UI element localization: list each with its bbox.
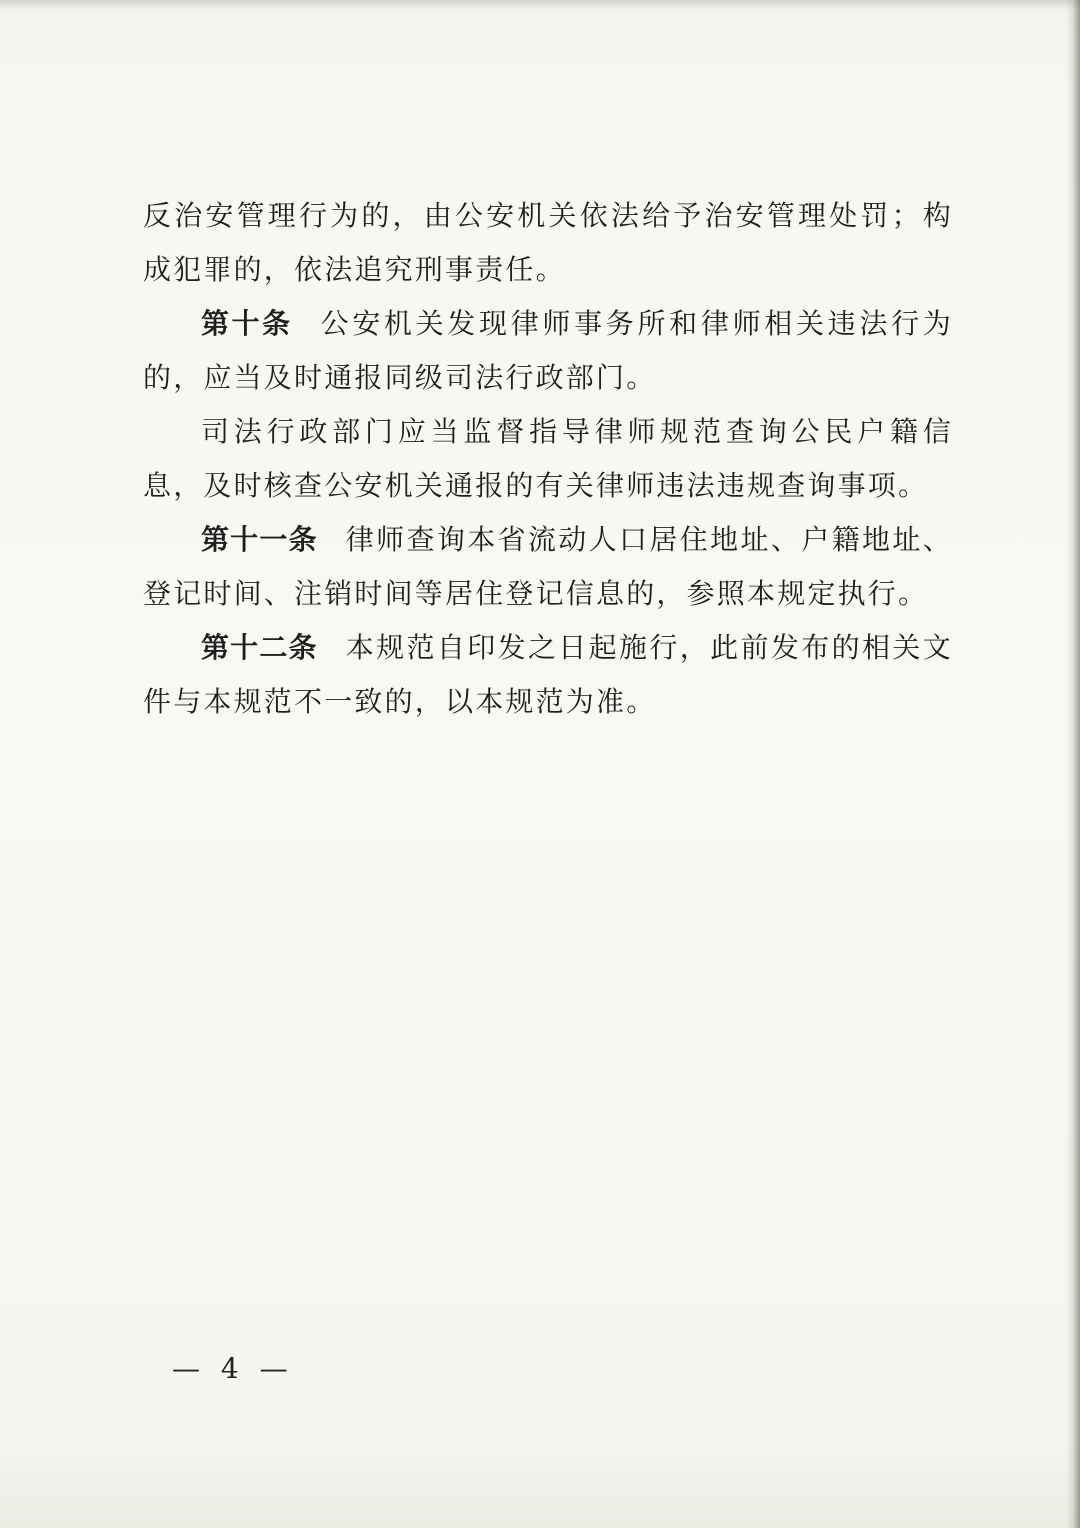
paragraph-text: 本规范自印发之日起施行，此前发布的相关文件与本规范不一致的，以本规范为准。 <box>143 631 953 718</box>
paragraph-text: 司法行政部门应当监督指导律师规范查询公民户籍信息，及时核查公安机关通报的有关律师违法违规查询事项。 <box>143 415 953 502</box>
paragraph-text: 律师查询本省流动人口居住地址、户籍地址、登记时间、注销时间等居住登记信息的，参照本规定执行。 <box>143 523 953 610</box>
article-label: 第十一条 <box>201 523 318 556</box>
article-11 <box>143 513 953 621</box>
paragraph-continuation <box>143 189 953 297</box>
scan-edge-top <box>0 0 1080 10</box>
paragraph-text: 反治安管理行为的，由公安机关依法给予治安管理处罚；构成犯罪的，依法追究刑事责任。 <box>143 199 953 286</box>
article-label: 第十条 <box>201 307 293 340</box>
page-number: — 4 — <box>172 1352 294 1385</box>
scan-edge-right <box>1066 0 1080 1528</box>
article-label: 第十二条 <box>201 631 318 664</box>
article-12 <box>143 621 953 729</box>
article-10-paragraph-2 <box>143 405 953 513</box>
document-body <box>143 189 953 729</box>
article-10 <box>143 297 953 405</box>
paragraph-text: 公安机关发现律师事务所和律师相关违法行为的，应当及时通报同级司法行政部门。 <box>143 307 953 394</box>
